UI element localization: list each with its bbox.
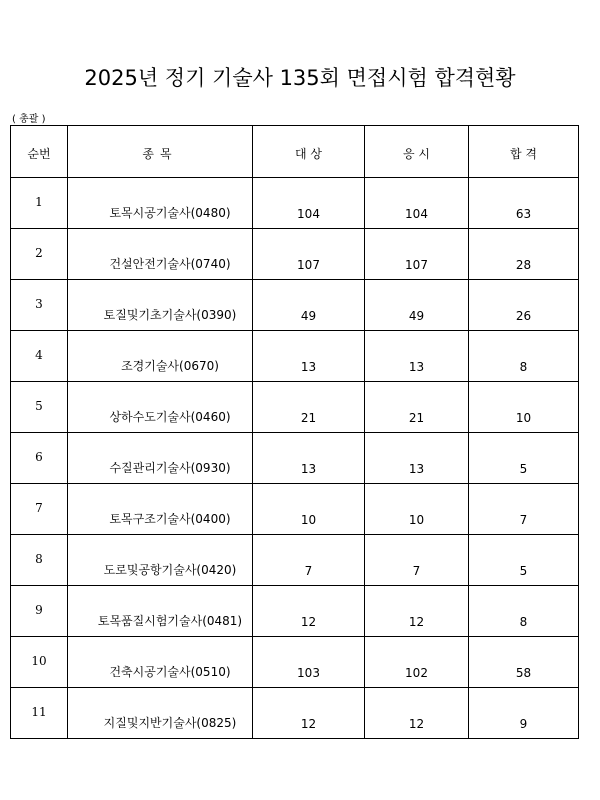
row-no: 7: [11, 484, 68, 535]
row-applied: 10: [365, 484, 469, 535]
row-passed: 26: [469, 280, 579, 331]
row-applied: 12: [365, 688, 469, 739]
row-target: 13: [253, 433, 365, 484]
row-item: 건설안전기술사(0740): [68, 229, 253, 280]
row-applied: 12: [365, 586, 469, 637]
row-applied: 102: [365, 637, 469, 688]
table-row: [11, 433, 579, 484]
row-no: 8: [11, 535, 68, 586]
row-item: 토목구조기술사(0400): [68, 484, 253, 535]
table-row: [11, 586, 579, 637]
row-passed: 7: [469, 484, 579, 535]
header-no: 순번: [11, 126, 68, 178]
row-target: 49: [253, 280, 365, 331]
row-no: 3: [11, 280, 68, 331]
row-item: 토질및기초기술사(0390): [68, 280, 253, 331]
header-target: 대 상: [253, 126, 365, 178]
row-item: 지질및지반기술사(0825): [68, 688, 253, 739]
row-no: 5: [11, 382, 68, 433]
row-applied: 21: [365, 382, 469, 433]
row-item: 도로및공항기술사(0420): [68, 535, 253, 586]
table-row: [11, 637, 579, 688]
row-item: 수질관리기술사(0930): [68, 433, 253, 484]
row-item: 상하수도기술사(0460): [68, 382, 253, 433]
unit-note: ( 총괄 ): [12, 114, 46, 125]
row-no: 9: [11, 586, 68, 637]
row-passed: 10: [469, 382, 579, 433]
table-row: [11, 280, 579, 331]
row-applied: 49: [365, 280, 469, 331]
row-no: 10: [11, 637, 68, 688]
row-target: 13: [253, 331, 365, 382]
table-row: [11, 382, 579, 433]
table-row: [11, 535, 579, 586]
row-target: 21: [253, 382, 365, 433]
row-no: 6: [11, 433, 68, 484]
row-target: 12: [253, 586, 365, 637]
header-item: 종목: [68, 126, 253, 178]
table-row: [11, 688, 579, 739]
document-title: 2025년 정기 기술사 135회 면접시험 합격현황: [84, 66, 516, 90]
row-applied: 13: [365, 331, 469, 382]
row-passed: 28: [469, 229, 579, 280]
header-passed: 합 격: [469, 126, 579, 178]
table-row: [11, 178, 579, 229]
row-no: 4: [11, 331, 68, 382]
table-header-row: [11, 126, 579, 178]
row-target: 7: [253, 535, 365, 586]
row-passed: 9: [469, 688, 579, 739]
row-no: 2: [11, 229, 68, 280]
row-no: 11: [11, 688, 68, 739]
row-no: 1: [11, 178, 68, 229]
row-passed: 63: [469, 178, 579, 229]
row-applied: 104: [365, 178, 469, 229]
row-passed: 5: [469, 535, 579, 586]
header-applied: 응 시: [365, 126, 469, 178]
table-row: [11, 484, 579, 535]
row-applied: 7: [365, 535, 469, 586]
row-applied: 13: [365, 433, 469, 484]
row-applied: 107: [365, 229, 469, 280]
row-target: 107: [253, 229, 365, 280]
row-item: 조경기술사(0670): [68, 331, 253, 382]
row-target: 10: [253, 484, 365, 535]
row-passed: 5: [469, 433, 579, 484]
row-item: 토목시공기술사(0480): [68, 178, 253, 229]
results-table: [10, 125, 579, 739]
row-target: 103: [253, 637, 365, 688]
row-item: 건축시공기술사(0510): [68, 637, 253, 688]
table-row: [11, 331, 579, 382]
row-target: 12: [253, 688, 365, 739]
row-item: 토목품질시험기술사(0481): [68, 586, 253, 637]
table-row: [11, 229, 579, 280]
row-passed: 58: [469, 637, 579, 688]
row-passed: 8: [469, 586, 579, 637]
row-target: 104: [253, 178, 365, 229]
row-passed: 8: [469, 331, 579, 382]
